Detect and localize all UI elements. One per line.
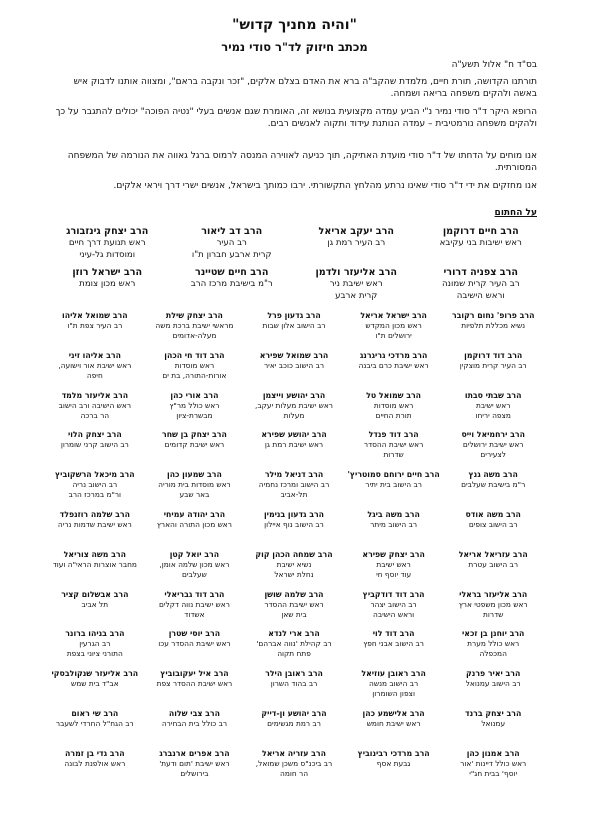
signer-name: הרב שמעון כהן — [167, 470, 222, 480]
signer-entry — [244, 629, 344, 669]
signer-entry — [443, 550, 543, 590]
signer-name: הרב אפרים ארנברג — [159, 748, 230, 758]
signer-name: הרב בניהו ברונר — [65, 629, 125, 639]
signer-entry — [145, 669, 245, 709]
signer-title: אורות-התורה, בת ים — [162, 370, 227, 380]
signer-title: ור"מ במרכז הרב — [68, 490, 122, 500]
signer-entry — [443, 391, 543, 431]
signer-entry — [443, 430, 543, 470]
signer-name: הרב אלישמע כהן — [362, 708, 425, 718]
signer-entry — [443, 590, 543, 630]
signer-title: רב הישוב קרני שומרון — [60, 440, 129, 450]
signer-entry — [45, 470, 145, 510]
signer-name: הרב אורי כהן — [170, 390, 219, 400]
signer-title: ראש מוסדות בית מוריה — [158, 480, 231, 490]
main_signers-row — [45, 225, 543, 261]
signer-entry — [45, 510, 145, 550]
signer-title: וראש הישיבה — [373, 609, 415, 619]
paragraph-2: הרופא היקר ד"ר סודי נמיר נ"י הביע עמדה מקצועית בנושא זה, האומרת שגם אנשים בעלי "נטיה הפוכה" יכולים להתגבר על כך ולהקים משפחה נורמטיבית – עמדה הנותנת עידוד ותקוה לאנשים רבים. — [55, 107, 537, 130]
signer-name: הרב מרדכי רבינוביץ — [357, 748, 430, 758]
other_signers-row — [45, 749, 543, 789]
signer-entry — [244, 391, 344, 431]
signer-entry — [443, 629, 543, 669]
signer-name: הרב פרופ' נחום רקובר — [451, 311, 535, 320]
signer-name: הרב חיים ירוחם סמוטריץ' — [347, 470, 440, 480]
other-signers-grid — [45, 311, 543, 789]
signer-title: ראש ישיבת חומש — [366, 718, 421, 728]
signer-entry — [344, 351, 444, 391]
signer-title: ראש ישיבת ההסדר עכו — [158, 639, 231, 649]
signer-title: רב ביכנ"ס משכן שמואל, — [255, 758, 333, 768]
main_signers-row — [45, 266, 543, 302]
signer-title: קרית ארבע חברון ת"ו — [191, 249, 272, 260]
signer-name: הרב ירחמיאל וייס — [461, 430, 525, 440]
signer-title: תל-אביב — [280, 490, 308, 500]
signer-title: ראש ישיבת קדומים — [164, 440, 225, 450]
signer-entry — [443, 709, 543, 749]
signer-entry — [344, 470, 444, 510]
signer-title: גבעת אסף — [376, 758, 411, 768]
signer-name: הרב צבי שלוה — [168, 708, 220, 718]
signer-title: רב רמת מגשימים — [267, 718, 321, 728]
signer-title: ראש מוסדות — [373, 400, 414, 410]
signer-title: ראש מכון שלמה אומן, — [159, 559, 230, 569]
signer-entry — [145, 470, 245, 510]
signer-name: הרב ישראל רוזן — [72, 267, 143, 278]
signer-name: הרב יצחק בן שחר — [162, 430, 227, 440]
signer-name: הרב אליעזר שנקולבסקי — [51, 669, 139, 679]
signer-name: הרב דב ליאור — [201, 226, 263, 237]
signer-title: המכפלה — [479, 649, 507, 659]
signer-name: הרב יוסי שטרן — [168, 629, 221, 639]
signer-entry — [294, 225, 419, 261]
signer-name: הרב דוד לוי — [372, 629, 415, 639]
signer-title: אשדוד — [184, 609, 205, 619]
signer-name: הרב צפניה דרורי — [443, 267, 519, 278]
signer-entry — [45, 311, 145, 351]
signer-name: הרב מיכאל הרשקוביץ — [55, 470, 135, 480]
signer-title: ראש מכון המקדש — [365, 321, 422, 330]
signer-title: ראש ישיבות בני עקיבא — [439, 238, 522, 248]
signer-entry — [344, 391, 444, 431]
signer-entry — [344, 749, 444, 789]
signer-name: הרב שמואל שפירא — [259, 350, 329, 360]
signer-entry — [419, 225, 544, 261]
signer-name: הרב שלמה שושן — [264, 589, 324, 599]
signer-entry — [45, 225, 170, 261]
signer-title: רב הישוב נריה — [72, 480, 118, 490]
signer-title: וראש הישיבה — [456, 290, 505, 301]
signer-name: הרב משה צוריאל — [63, 549, 126, 559]
signer-name: הרב אמנון כהן — [466, 748, 520, 758]
signer-title: רב הישוב אלון שבות — [262, 321, 326, 330]
signer-title: יוסף' בבית חג"י — [469, 768, 518, 778]
signer-title: אב"ד בית שמש — [71, 679, 119, 689]
signer-name: הרב שמואל טל — [366, 390, 422, 400]
signers-heading: על החתום — [494, 208, 537, 218]
signer-title: הר חומה — [279, 768, 309, 778]
signer-name: הרב יצחק גינזבורג — [66, 226, 149, 237]
signer-name: הרב ארי לנדא — [268, 629, 320, 639]
signer-title: רב הגח"ל החרדי לשעבר — [55, 718, 134, 728]
signer-title: רב הישוב מנשה — [369, 679, 419, 689]
signer-title: ראש כולל מר"ץ — [169, 400, 220, 410]
signer-name: הרב שלמה רוזנפלד — [59, 509, 130, 519]
signer-title: רב קהילת 'נווה אברהם' — [256, 639, 332, 649]
signer-title: רב הישוב בית יתיר — [365, 480, 422, 490]
signer-entry — [45, 590, 145, 630]
signer-name: הרב יוחנן בן זכאי — [461, 629, 525, 639]
signer-entry — [443, 311, 543, 351]
signer-name: הרב יצחק הלוי — [67, 430, 122, 440]
signer-title: ראש ישיבת נווה דקלים — [158, 599, 230, 609]
signer-title: רב בהוד השרון — [270, 679, 318, 689]
signer-entry — [344, 669, 444, 709]
other_signers-row — [45, 351, 543, 391]
signer-title: ר"מ בישיבת מרכז הרב — [190, 279, 273, 289]
other_signers-row — [45, 629, 543, 669]
signer-name: הרב שי ראום — [71, 708, 119, 718]
signer-entry — [45, 391, 145, 431]
signer-entry — [244, 311, 344, 351]
signer-entry — [45, 749, 145, 789]
signer-title: ראש הישיבה ורב הישוב — [58, 400, 131, 410]
signer-entry — [145, 550, 245, 590]
letter-date: בס"ד ח" אלול תשע"ה — [451, 60, 537, 70]
signer-title: וצפון השומרון — [372, 689, 415, 699]
signer-name: הרב גדעון בנימין — [263, 509, 325, 519]
signer-title: רב הישוב ומרכז נחמיה — [258, 480, 330, 490]
signer-title: ראש מכון צומת — [79, 279, 136, 289]
signer-name: הרב אליהו זיני — [68, 350, 121, 360]
signer-title: ראש ישיבת ההסדר צפת — [156, 679, 233, 689]
signer-title: עמנואל — [481, 718, 506, 728]
signer-title: ירושלים ת"ו — [375, 331, 412, 340]
signer-entry — [244, 749, 344, 789]
signer-title: שעלבים — [181, 569, 207, 579]
signer-title: רב הישוב נוף איילון — [264, 519, 324, 529]
signer-name: הרב דוד דודקביץ — [362, 589, 425, 599]
signer-entry — [344, 709, 444, 749]
signer-name: הרב מרדכי גריגרנג — [359, 350, 428, 360]
signer-entry — [145, 391, 245, 431]
signer-title: תל אביב — [81, 599, 109, 609]
signer-entry — [145, 510, 245, 550]
signer-title: ר"מ בישיבת שעלבים — [461, 480, 526, 490]
signer-entry — [145, 709, 245, 749]
signer-title: ראש ישיבת ניר — [329, 279, 383, 289]
signer-title: לצעירים — [480, 450, 506, 460]
signer-entry — [45, 550, 145, 590]
other_signers-row — [45, 550, 543, 590]
signer-name: הרב עזריה אריאל — [262, 748, 326, 758]
signer-entry — [443, 351, 543, 391]
signer-entry — [45, 430, 145, 470]
signer-name: הרב דוד חי הכהן — [164, 350, 225, 360]
signer-name: הרב יואל קטן — [169, 549, 220, 559]
signer-name: הרב ראובן עוזיאל — [361, 669, 426, 679]
signer-title: ראש תנועת דרך חיים — [68, 238, 146, 248]
signer-title: ראש מכון משפטי ארץ — [458, 599, 528, 609]
signer-name: הרב גדעון פרל — [267, 311, 321, 320]
signer-name: הרב חיים דרוקמן — [442, 226, 519, 237]
signer-title: רב הישוב מיתר — [370, 519, 418, 529]
signer-entry — [244, 351, 344, 391]
signer-title: שדרות — [383, 450, 404, 460]
signer-entry — [45, 669, 145, 709]
signer-name: הרב דוד דרוקמן — [464, 350, 523, 360]
signer-name: הרב דוד פנדל — [368, 430, 419, 440]
signer-name: הרב יצחק שפירא — [362, 549, 425, 559]
signer-name: הרב יצחק ברנד — [465, 708, 522, 718]
signer-name: הרב אליעזר ולדמן — [315, 267, 397, 278]
signer-title: נחלת ישראל — [274, 569, 314, 579]
signer-title: ראש ישיבת אור וישועה, — [58, 360, 132, 370]
letter-subtitle: מכתב חיזוק לד"ר סודי נמיר — [221, 40, 368, 54]
signer-title: מצפה יריחו — [475, 410, 511, 420]
signer-title: ראש ישיבת ההסדר — [264, 599, 324, 609]
letter-title: "והיה מחניך קדוש" — [232, 17, 357, 33]
other_signers-row — [45, 510, 543, 550]
signer-entry — [443, 669, 543, 709]
signer-name: הרב יאיר פרנק — [466, 669, 521, 679]
signer-entry — [344, 590, 444, 630]
signer-entry — [145, 749, 245, 789]
signer-entry — [145, 590, 245, 630]
paragraph-3: אנו מוחים על הדחתו של ד"ר סודי מועדת האתיקה, תוך כניעה לאווירה המנסה לרמוס ברגל גאווה את הנורמה של המשפחה המסורתית. — [67, 151, 537, 174]
signer-title: רב העיר רמת גן — [327, 238, 386, 248]
signer-title: רב הישוב אבני חפץ — [363, 639, 424, 649]
signer-title: באר שבע — [179, 490, 210, 500]
signer-name: הרב יהושע וייצמן — [262, 390, 326, 400]
signer-name: הרב דניאל מילר — [264, 470, 324, 480]
signer-entry — [294, 266, 419, 302]
signer-title: רב הישוב צופים — [468, 519, 518, 529]
signer-name: הרב משה גנץ — [468, 470, 518, 480]
signer-entry — [45, 351, 145, 391]
signer-name: הרב משה ביגל — [367, 509, 420, 519]
signer-entry — [443, 510, 543, 550]
signer-title: נשיא מכללת תלפיות — [461, 321, 526, 330]
signer-entry — [45, 266, 170, 302]
signer-entry — [344, 311, 444, 351]
signer-title: רב הישוב עמנואל — [465, 679, 521, 689]
signer-name: הרב אבשלום קציר — [61, 589, 129, 599]
signer-entry — [244, 430, 344, 470]
signer-entry — [170, 266, 295, 302]
other_signers-row — [45, 311, 543, 351]
signer-name: הרב שמואל אליהו — [62, 311, 128, 320]
signer-entry — [244, 590, 344, 630]
signer-title: רב העיר צפת ת"ו — [67, 321, 123, 330]
main-signers-grid — [45, 225, 543, 307]
signer-title: שדרות — [483, 609, 504, 619]
signer-title: רב כולל בית הבחירה — [161, 718, 228, 728]
signer-name: הרב משה אודס — [465, 509, 521, 519]
signer-entry — [244, 510, 344, 550]
signer-title: ראש ישיבת 'תום ודעת' — [159, 758, 230, 768]
signer-entry — [45, 709, 145, 749]
other_signers-row — [45, 470, 543, 510]
signer-name: הרב שמחה הכהן קוק — [255, 549, 333, 559]
signer-entry — [344, 550, 444, 590]
signer-title: רב הגרעין — [79, 639, 111, 649]
signer-entry — [145, 351, 245, 391]
signer-name: הרב אליעזר בראלי — [459, 589, 528, 599]
other_signers-row — [45, 590, 543, 630]
signer-title: בירושלים — [180, 768, 209, 778]
signer-title: ראש אולפנת לבונה — [64, 758, 126, 768]
signer-name: הרב חיים שטיינר — [195, 267, 269, 278]
signer-entry — [170, 225, 295, 261]
signer-name: הרב עזריאל אריאל — [458, 549, 528, 559]
signer-entry — [344, 510, 444, 550]
signer-title: מחבר אוצרות הראי"ה ועוד — [52, 559, 137, 569]
signer-title: רב העיר קרית שמונה — [441, 279, 520, 289]
signer-title: ראש ישיבת מעלות יעקב, — [255, 400, 333, 410]
signer-title: ומוסדות גל-עיני — [79, 249, 136, 260]
other_signers-row — [45, 669, 543, 709]
signer-title: ראש ישיבת — [476, 400, 511, 410]
signer-title: ראש כולל מערת — [467, 639, 520, 649]
signer-title: רב הישוב כוכב יאיר — [264, 360, 325, 370]
signer-name: הרב דוד גבריאלי — [164, 589, 225, 599]
other_signers-row — [45, 709, 543, 749]
signer-title: ראש ישיבת ירושלים — [462, 440, 524, 450]
signer-name: הרב יהושע שפירא — [261, 430, 327, 440]
signer-title: פתח תקוה — [277, 649, 311, 659]
signer-name: הרב אליעזר מלמד — [61, 390, 129, 400]
other_signers-row — [45, 430, 543, 470]
signer-title: רב הישוב יצהר — [370, 599, 417, 609]
signer-name: הרב איל יעקובוביץ — [160, 669, 229, 679]
signer-title: ראש ישיבת — [376, 559, 411, 569]
signer-title: התורני ציוני בצפת — [66, 649, 123, 659]
signer-entry — [244, 709, 344, 749]
signer-name: הרב ראובן הילר — [265, 669, 323, 679]
signer-entry — [244, 470, 344, 510]
signer-title: הר ברכה — [80, 410, 110, 420]
signer-name: הרב יהודה עמיחי — [163, 509, 226, 519]
signer-entry — [344, 430, 444, 470]
signer-name: הרב גדי בן זמרה — [65, 748, 125, 758]
signer-entry — [344, 629, 444, 669]
paragraph-4: אנו מחזקים את ידי ד"ר סודי שאינו נרתע מהלחץ התקשורתי. ירבו כמותך בישראל, אנשים ישרי דרך ויראי אלקים. — [113, 181, 537, 191]
other_signers-row — [45, 391, 543, 431]
paragraph-1: תורתנו הקדושה, תורת חיים, מלמדת שהקב"ה ברא את האדם בצלם אלקים, "זכר ונקבה בראם", ומצווה אותנו לדבוק איש באשה ולהקים משפחה בריאה ושמחה. — [73, 77, 537, 100]
signer-entry — [244, 550, 344, 590]
signer-name: הרב יצחק שילת — [165, 311, 223, 320]
signer-name: הרב יהושע ון-דייק — [261, 708, 327, 718]
signer-title: נשיא ישיבת — [276, 559, 312, 569]
signer-entry — [443, 749, 543, 789]
signer-name: הרב ישראל אריאל — [360, 311, 427, 320]
signer-name: הרב יעקב אריאל — [318, 226, 394, 237]
signer-title: רב הישוב עטרת — [468, 559, 518, 569]
signer-title: ראש מוסדות — [174, 360, 215, 370]
signer-title: מראשי ישיבת ברכת משה — [155, 321, 234, 330]
signer-entry — [45, 629, 145, 669]
signer-title: בית שאן — [281, 609, 307, 619]
signer-title: ראש ישיבת רמת גן — [264, 440, 324, 450]
signer-entry — [145, 430, 245, 470]
signer-title: עוד יוסף חי — [376, 569, 412, 579]
signer-title: רב העיר — [216, 238, 247, 248]
signer-title: מעלה-אדומים — [172, 331, 217, 340]
signer-title: ראש ישיבת כרם ביבנה — [358, 360, 429, 370]
signer-entry — [145, 311, 245, 351]
signer-title: מעלות — [283, 410, 305, 420]
signer-entry — [443, 470, 543, 510]
signer-title: ראש ישיבת ההסדר — [363, 440, 424, 450]
signer-title: ראש מכון התורה והארץ — [156, 519, 232, 529]
signer-entry — [244, 669, 344, 709]
signer-name: הרב שבתי סבתו — [464, 390, 522, 400]
signer-title: חיפה — [86, 370, 103, 380]
signer-title: ראש ישיבת שדמות נריה — [57, 519, 132, 529]
signer-title: רב העיר קרית מוצקין — [459, 360, 527, 370]
signer-title: תורת החיים — [375, 410, 412, 420]
signer-title: קרית ארבע — [335, 290, 378, 301]
signer-entry — [145, 629, 245, 669]
signer-title: מבשרת-ציון — [176, 410, 213, 420]
signer-entry — [419, 266, 544, 302]
signer-title: ראש כולל דיינות 'אור — [460, 758, 527, 768]
